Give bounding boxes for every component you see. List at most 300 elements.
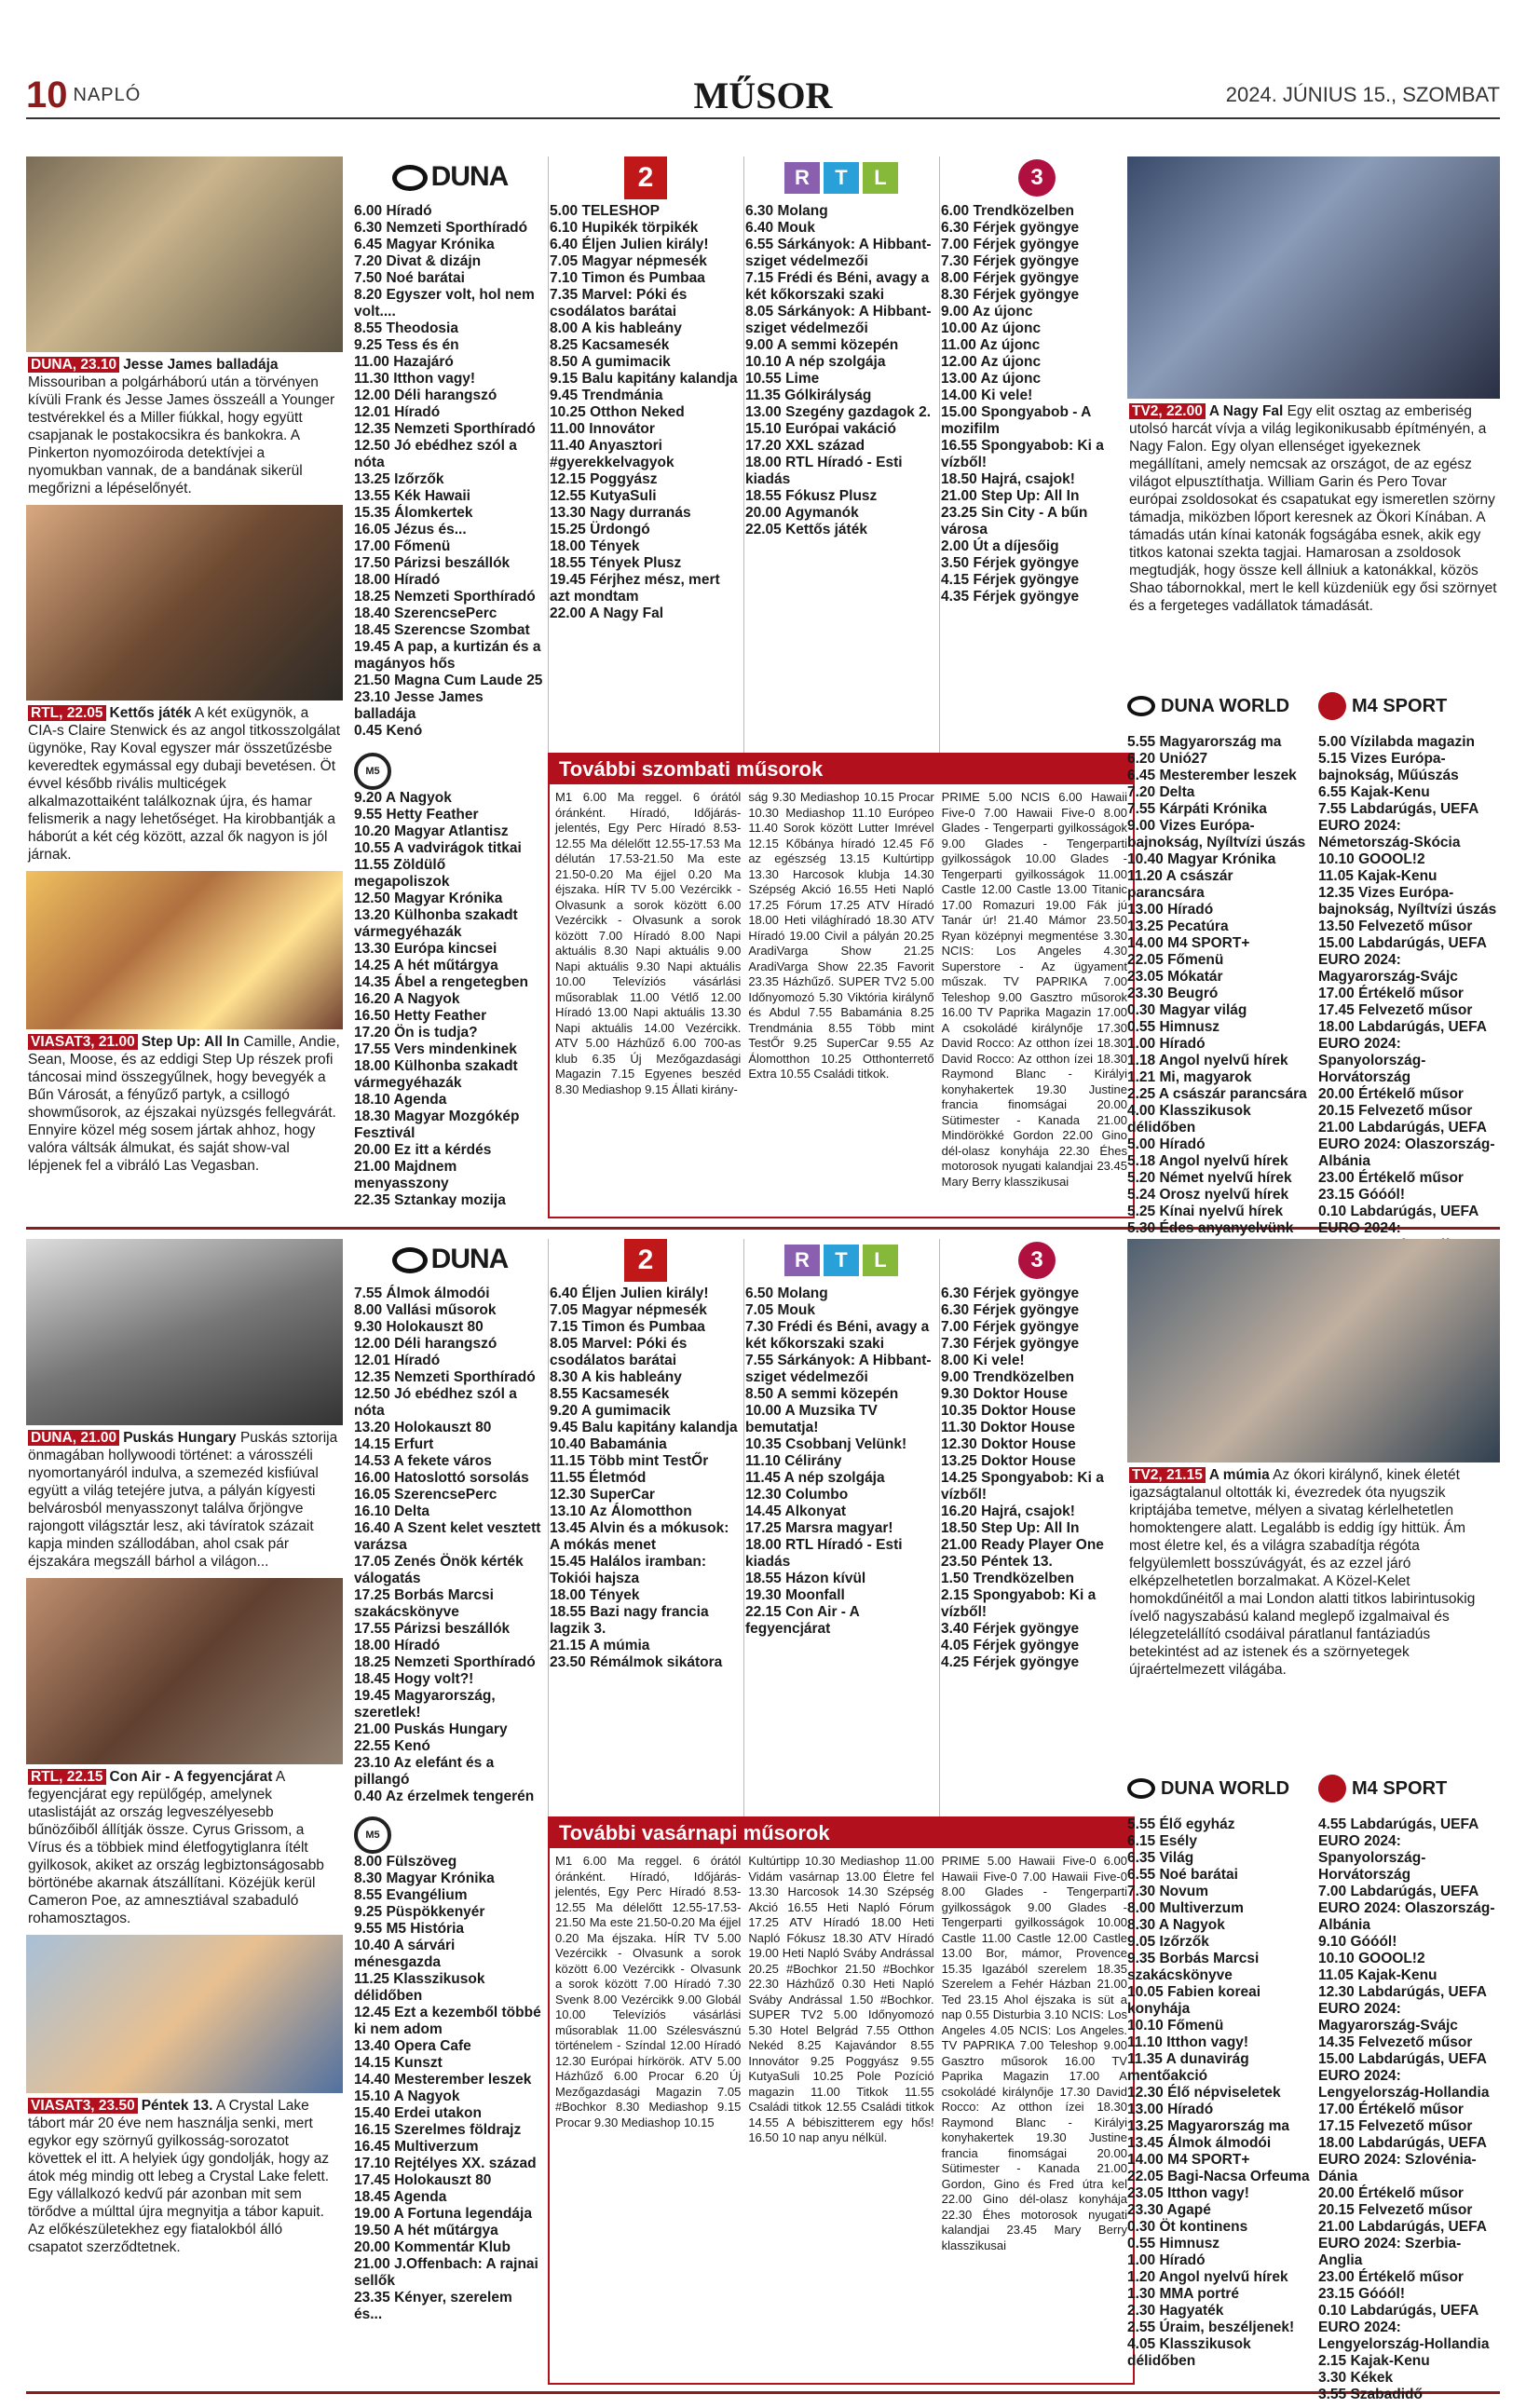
program-entry: 7.00 Férjek gyöngye	[941, 1319, 1080, 1335]
program-entry: 10.10 GOOOL!2	[1318, 1951, 1425, 1966]
feature-description: A fegyencjárat egy repülőgép, amelynek utaslistáját az ország legveszélyesebb bűnözőiből állítják össze. Cyrus Grissom, a Vírus és a többiek mind életfogytiglanra ítélt gyilkosok, akiket az ország legbiztonságosabb börtönébe akarnak átszállítani. Közéjük kerül Cameron Poe, az amnesztiával szabaduló rohamosztagos.	[28, 1769, 324, 1926]
program-entry: 10.00 A Muzsika TV bemutatja!	[745, 1403, 878, 1435]
program-entry: 18.45 Hogy volt?!	[354, 1671, 474, 1687]
program-entry: 8.55 Evangélium	[354, 1887, 468, 1903]
program-entry: 18.00 RTL Híradó - Esti kiadás	[745, 1537, 903, 1570]
feature-description: Puskás sztorija önmagában hollywoodi történet: a városszéli nyomortanyáról indulva, a szemezéd kisfiúval együtt a világ tetejére jutva, a pályán kígyesti belvárosból menyasszonyt találva őrjöngve rajongott világsztár lesz, aki távíratok százait kapja minden szállodában, ahol csak pár éjszakára megszáll bárhol a világon...	[28, 1430, 338, 1570]
program-entry: 11.20 A császár parancsára	[1127, 868, 1233, 901]
program-entry: 8.30 Magyar Krónika	[354, 1871, 495, 1886]
program-entry: 11.00 Hazajáró	[354, 354, 454, 370]
program-entry: 4.15 Férjek gyöngye	[941, 572, 1080, 588]
program-entry: 12.45 Ezt a kezemből többé ki nem adom	[354, 2005, 541, 2037]
program-entry: 17.00 Értékelő műsor	[1318, 2102, 1464, 2117]
program-entry: 7.00 Labdarúgás, UEFA EURO 2024: Olaszország-Albánia	[1318, 1884, 1495, 1933]
rtl3-schedule	[941, 156, 1133, 605]
program-entry: 13.00 Híradó	[1127, 2102, 1214, 2117]
feature-photo	[26, 505, 343, 701]
program-entry: 11.00 Az újonc	[941, 337, 1041, 353]
feature-title: Kettős játék	[109, 705, 192, 721]
program-entry: 16.20 Hajrá, csajok!	[941, 1503, 1075, 1519]
program-entry: 13.00 Híradó	[1127, 902, 1214, 918]
program-entry: 7.00 Férjek gyöngye	[941, 237, 1080, 252]
program-entry: 4.05 Klasszikusok délidőben	[1127, 2336, 1251, 2369]
program-entry: 8.55 Kacsamesék	[550, 1386, 670, 1402]
program-entry: 13.45 Alvin és a mókusok: A mókás menet	[550, 1520, 729, 1553]
program-entry: 15.25 Ürdongó	[550, 522, 650, 537]
program-entry: 22.15 Con Air - A fegyencjárat	[745, 1604, 860, 1637]
program-entry: 16.15 Szerelmes földrajz	[354, 2122, 522, 2138]
program-entry: 12.50 Jó ebédhez szól a nóta	[354, 1386, 517, 1419]
program-entry: 9.15 Balu kapitány kalandja	[550, 371, 738, 387]
program-entry: 6.00 Híradó	[354, 203, 432, 219]
program-entry: 20.00 Értékelő műsor	[1318, 2185, 1464, 2201]
program-entry: 21.15 A múmia	[550, 1638, 650, 1653]
dunaworld-schedule	[1127, 1761, 1314, 2370]
feature-item	[26, 1935, 343, 2264]
program-entry: 11.55 Zöldülő megapoliszok	[354, 857, 450, 890]
program-entry: 6.45 Mesterember leszek	[1127, 768, 1297, 783]
program-entry: 10.25 Otthon Neked	[550, 404, 685, 420]
program-entry: 1.50 Trendközelben	[941, 1571, 1074, 1586]
program-entry: 0.55 Himnusz	[1127, 1019, 1220, 1035]
feature-text	[1127, 1462, 1500, 1686]
tv2-logo	[550, 1239, 742, 1282]
feature-title: Step Up: All In	[141, 1034, 240, 1050]
program-entry: 5.18 Angol nyelvű hírek	[1127, 1153, 1288, 1169]
program-entry: 8.50 A semmi közepén	[745, 1386, 899, 1402]
program-entry: 12.30 Élő népviseletek	[1127, 2085, 1281, 2101]
program-entry: 10.35 Csobbanj Velünk!	[745, 1436, 907, 1452]
feature-title: Jesse James balladája	[123, 357, 279, 373]
program-entry: 13.40 Opera Cafe	[354, 2038, 471, 2054]
program-entry: 17.50 Párizsi beszállók	[354, 555, 511, 571]
program-entry: 18.45 Szerencse Szombat	[354, 622, 530, 638]
feature-text	[26, 701, 343, 871]
page-number: 10	[26, 74, 68, 116]
program-entry: 18.55 Bazi nagy francia lagzik 3.	[550, 1604, 709, 1637]
duna-logo	[354, 1239, 546, 1282]
program-entry: 12.55 KutyaSuli	[550, 488, 657, 504]
program-entry: 8.00 Vallási műsorok	[354, 1302, 497, 1318]
program-entry: 14.53 A fekete város	[354, 1453, 492, 1469]
feature-title: Péntek 13.	[141, 2098, 213, 2114]
program-entry: 3.30 Kékek	[1318, 2370, 1394, 2386]
program-entry: 16.55 Spongyabob: Ki a vízből!	[941, 438, 1104, 470]
program-entry: 11.30 Itthon vagy!	[354, 371, 476, 387]
program-entry: 22.05 Bagi-Nacsa Orfeuma	[1127, 2169, 1310, 2184]
program-entry: 21.00 Step Up: All In	[941, 488, 1080, 504]
program-entry: 16.50 Hetty Feather	[354, 1008, 487, 1024]
program-entry: 9.00 Trendközelben	[941, 1369, 1074, 1385]
program-entry: 16.40 A Szent kelet vesztett varázsa	[354, 1520, 541, 1553]
program-entry: 17.05 Zenés Önök kérték válogatás	[354, 1554, 524, 1586]
program-entry: 3.40 Férjek gyöngye	[941, 1621, 1080, 1637]
program-entry: 19.00 A Fortuna legendája	[354, 2206, 532, 2222]
feature-title: Con Air - A fegyencjárat	[109, 1769, 273, 1785]
rtl-logo-mark: R T L	[784, 1245, 898, 1276]
saturday-section	[26, 156, 1500, 1236]
program-entry: 23.50 Péntek 13.	[941, 1554, 1053, 1570]
program-entry: 1.30 MMA portré	[1127, 2286, 1240, 2302]
program-entry: 9.45 Trendmánia	[550, 388, 663, 403]
program-entry: 14.35 Ábel a rengetegben	[354, 974, 528, 990]
program-entry: 11.15 Több mint TestŐr	[550, 1453, 709, 1469]
program-entry: 23.30 Beugró	[1127, 986, 1219, 1001]
program-entry: 9.30 Holokauszt 80	[354, 1319, 484, 1335]
program-entry: 11.35 A dunavirág mentőakció	[1127, 2051, 1249, 2084]
program-entry: 23.25 Sin City - A bűn városa	[941, 505, 1088, 537]
program-entry: 10.00 Az újonc	[941, 320, 1042, 336]
program-entry: 13.25 Pecatúra	[1127, 918, 1229, 934]
feature-photo	[26, 871, 343, 1029]
rtl3-logo-mark: 3	[1018, 1242, 1056, 1279]
program-entry: 14.45 Alkonyat	[745, 1503, 846, 1519]
program-entry: 7.55 Kárpáti Krónika	[1127, 801, 1267, 817]
program-entry: 17.55 Párizsi beszállók	[354, 1621, 511, 1637]
program-entry: 2.00 Út a díjesőig	[941, 538, 1059, 554]
program-entry: 7.20 Divat & dizájn	[354, 253, 482, 269]
program-entry: 12.15 Poggyász	[550, 471, 658, 487]
program-entry: 17.10 Rejtélyes XX. század	[354, 2156, 537, 2171]
program-entry: 0.10 Labdarúgás, UEFA EURO 2024: Lengyelország-Hollandia	[1318, 2303, 1490, 2352]
program-entry: 13.20 Külhonba szakadt vármegyéhazák	[354, 907, 518, 940]
feature-photo	[26, 1239, 343, 1425]
program-entry: 23.30 Agapé	[1127, 2202, 1211, 2218]
program-entry: 13.30 Nagy durranás	[550, 505, 691, 521]
program-entry: 10.20 Magyar Atlantisz	[354, 823, 509, 839]
program-entry: 9.35 Borbás Marcsi szakácskönyve	[1127, 1951, 1260, 1983]
program-entry: 11.40 Anyasztori #gyerekkelvagyok	[550, 438, 674, 470]
feature-photo	[26, 1935, 343, 2093]
program-entry: 15.10 Európai vakáció	[745, 421, 896, 437]
program-entry: 9.05 Izőrzők	[1127, 1934, 1209, 1950]
program-entry: 5.25 Kínai nyelvű hírek	[1127, 1204, 1284, 1219]
duna-logo-mark: DUNA	[392, 1247, 509, 1273]
program-entry: 8.30 Férjek gyöngye	[941, 287, 1080, 303]
program-entry: 5.15 Vizes Európa-bajnokság, Műúszás	[1318, 751, 1459, 783]
program-entry: 5.55 Magyarország ma	[1127, 734, 1282, 750]
program-entry: 12.35 Nemzeti Sporthíradó	[354, 421, 536, 437]
program-entry: 20.00 Agymanók	[745, 505, 859, 521]
issue-date: 2024. JÚNIUS 15., SZOMBAT	[1225, 83, 1500, 106]
program-entry: 13.25 Doktor House	[941, 1453, 1076, 1469]
program-entry: 12.00 Déli harangszó	[354, 388, 497, 403]
m5-logo	[354, 753, 544, 790]
feature-text	[26, 2093, 343, 2264]
program-entry: 9.20 A gumimacik	[550, 1403, 671, 1419]
program-entry: 6.30 Nemzeti Sporthíradó	[354, 220, 528, 236]
feature-photo	[26, 1578, 343, 1764]
program-entry: 9.00 Vizes Európa-bajnokság, Nyíltvízi úszás	[1127, 818, 1306, 850]
program-entry: 13.00 Szegény gazdagok 2.	[745, 404, 932, 420]
program-entry: 21.00 Majdnem menyasszony	[354, 1159, 457, 1191]
rtl-schedule	[745, 1239, 937, 1638]
feature-photo	[1127, 1239, 1500, 1462]
program-entry: 10.40 A sárvári ménesgazda	[354, 1938, 456, 1970]
program-entry: 21.50 Magna Cum Laude 25	[354, 673, 543, 688]
program-entry: 0.40 Az érzelmek tengerén	[354, 1789, 535, 1804]
program-entry: 8.55 Theodosia	[354, 320, 458, 336]
program-entry: 18.50 Step Up: All In	[941, 1520, 1080, 1536]
program-entry: 21.00 J.Offenbach: A rajnai sellők	[354, 2256, 538, 2289]
duna-logo-mark: DUNA	[392, 165, 509, 191]
program-entry: 22.55 Kenó	[354, 1738, 430, 1754]
program-entry: 11.05 Kajak-Kenu	[1318, 1967, 1437, 1983]
program-entry: 14.35 Felvezető műsor	[1318, 2034, 1473, 2050]
right-column	[1127, 1239, 1500, 2402]
feature-item	[26, 871, 343, 1182]
program-entry: 14.15 Kunszt	[354, 2055, 443, 2071]
program-entry: 16.00 Hatoslottó sorsolás	[354, 1470, 529, 1486]
program-entry: 7.05 Mouk	[745, 1302, 815, 1318]
program-entry: 7.20 Delta	[1127, 784, 1195, 800]
channel-time-tag: VIASAT3, 21.00	[28, 1034, 138, 1050]
program-entry: 6.40 Éljen Julien király!	[550, 1286, 709, 1301]
program-entry: 9.25 Püspökkenyér	[354, 1904, 485, 1920]
feature-description: Egy elit osztag az emberiség utolsó harcát vívja a világ legikonikusabb építményén, a Nagy Falon. Egy olyan ellenséget igyekeznek megállítani, amely nemcsak az országot, de az egész világot elpusztíthatja. William Garin és Pero Tovar európai zsoldosokat és csapatukat egy ismeretlen szörny támadja, miközben lőport keresnek az Ökori Kínában. A támadás után kínai katonák fogságába esnek, akik egy titkos katonai szekta tagjai. Hamarosan a zsoldosok megtudják, hogy össze kell állniuk a katonákkal, közös Shao tábornokkal, mert le kell küzdeniük egy ősi szörnyet és a fergeteges vadállatok támadását.	[1129, 403, 1497, 614]
program-entry: 15.00 Labdarúgás, UEFA EURO 2024: Lengyelország-Hollandia	[1318, 2051, 1490, 2101]
program-entry: 11.25 Klasszikusok délidőben	[354, 1971, 485, 2004]
program-entry: 14.00 M4 SPORT+	[1127, 2152, 1250, 2168]
dunaworld-logo: DUNA WORLD	[1127, 1761, 1314, 1816]
feature-description: Az ókori királynő, kinek életét igazságtalanul oltották ki, évezredek óta nyugszik kriptájába temetve, mélyen a sivatag kérlelhetetlen homoktengere alatt. Legalább is eddig így hittük. Ám most életre kel, és a világra szabadítja régóta felgyülemlett bosszúvágyát, és az ezzel járó elképzelhetetlen borzalmakat. A Közel-Kelet homokdűnéitől a mai London alatti titkos labirintusokig ívelő nagyszabású kaland meglepő izgalmaival és lélegzetelállító csodáival páratlanul fantáziadús betekintést ad az istenek és a szörnyetegek újraértelmezett világába.	[1129, 1467, 1476, 1678]
program-entry: 21.00 Labdarúgás, UEFA EURO 2024: Olaszország-Albánia	[1318, 1120, 1495, 1169]
program-entry: 1.00 Híradó	[1127, 1036, 1206, 1052]
program-entry: 0.55 Himnusz	[1127, 2236, 1220, 2252]
program-entry: 4.00 Klasszikusok délidőben	[1127, 1103, 1251, 1136]
program-entry: 5.00 Vízilabda magazin	[1318, 734, 1475, 750]
program-entry: 9.00 A semmi közepén	[745, 337, 899, 353]
program-entry: 9.55 M5 História	[354, 1921, 465, 1937]
program-entry: 3.50 Férjek gyöngye	[941, 555, 1080, 571]
program-entry: 22.35 Sztankay mozija	[354, 1192, 506, 1208]
program-entry: 23.15 Góóól!	[1318, 1187, 1406, 1203]
program-entry: 11.10 Itthon vagy!	[1127, 2034, 1249, 2050]
m5-schedule	[354, 1816, 544, 2323]
program-entry: 1.00 Híradó	[1127, 2252, 1206, 2268]
program-entry: 9.10 Góóól!	[1318, 1934, 1397, 1950]
program-entry: 12.30 Labdarúgás, UEFA EURO 2024: Magyarország-Svájc	[1318, 1984, 1487, 2034]
program-entry: 13.20 Holokauszt 80	[354, 1420, 492, 1435]
m4-schedule	[1318, 1761, 1500, 2403]
more-programs-box	[548, 753, 1135, 1218]
program-entry: 9.45 Balu kapitány kalandja	[550, 1420, 738, 1435]
tv2-logo-mark: 2	[624, 156, 667, 199]
program-entry: 12.50 Magyar Krónika	[354, 891, 503, 906]
program-entry: 16.45 Multiverzum	[354, 2139, 479, 2155]
program-entry: 2.15 Spongyabob: Ki a vízből!	[941, 1587, 1097, 1620]
program-entry: 1.20 Angol nyelvű hírek	[1127, 2269, 1288, 2285]
channel-time-tag: DUNA, 23.10	[28, 357, 119, 373]
feature-text	[1127, 399, 1500, 622]
program-entry: 13.00 Az újonc	[941, 371, 1042, 387]
program-entry: 7.55 Sárkányok: A Hibbant-sziget védelmezői	[745, 1353, 932, 1385]
program-entry: 11.05 Kajak-Kenu	[1318, 868, 1437, 884]
program-entry: 18.10 Agenda	[354, 1092, 447, 1108]
program-entry: 17.55 Vers mindenkinek	[354, 1041, 517, 1057]
tv2-logo-mark: 2	[624, 1239, 667, 1282]
program-entry: 6.30 Férjek gyöngye	[941, 1302, 1080, 1318]
section-title: MŰSOR	[693, 74, 833, 116]
program-entry: 11.10 Célirány	[745, 1453, 842, 1469]
feature-item	[1127, 156, 1500, 622]
program-entry: 23.05 Itthon vagy!	[1127, 2185, 1249, 2201]
program-entry: 22.05 Főmenü	[1127, 952, 1224, 968]
program-entry: 7.15 Timon és Pumbaa	[550, 1319, 705, 1335]
feature-description: Camille, Andie, Sean, Moose, és az eddigi Step Up részek profi táncosai mind összegyűlnek, hogy bevegyék a Bűn Városát, a fényűző partyk, a csillogó showműsorok, az éjszakai nyüzsgés fellegvárát. Ennyire közel még sosem jártak ahhoz, hogy valóra váltsák álmukat, és saját show-val lépjenek fel a vibráló Las Vegasban.	[28, 1034, 340, 1174]
program-entry: 17.20 XXL század	[745, 438, 865, 454]
program-entry: 10.40 Magyar Krónika	[1127, 851, 1276, 867]
program-entry: 13.10 Az Álomotthon	[550, 1503, 692, 1519]
paper-name: NAPLÓ	[73, 84, 142, 105]
program-entry: 18.00 Labdarúgás, UEFA EURO 2024: Szlovénia-Dánia	[1318, 2135, 1487, 2184]
program-entry: 5.30 Édes anyanyelvünk	[1127, 1220, 1294, 1236]
program-entry: 8.30 A kis hableány	[550, 1369, 682, 1385]
program-entry: 12.01 Híradó	[354, 404, 441, 420]
program-entry: 11.35 Gólkirályság	[745, 388, 872, 403]
rtl-schedule	[745, 156, 937, 538]
program-entry: 9.55 Hetty Feather	[354, 807, 479, 823]
program-entry: 16.05 Jézus és...	[354, 522, 467, 537]
program-entry: 17.20 Ön is tudja?	[354, 1025, 478, 1041]
program-entry: 21.00 Ready Player One	[941, 1537, 1104, 1553]
program-entry: 14.15 Erfurt	[354, 1436, 434, 1452]
program-entry: 18.00 Tények	[550, 538, 640, 554]
program-entry: 12.50 Jó ebédhez szól a nóta	[354, 438, 517, 470]
program-entry: 17.45 Felvezető műsor	[1318, 1002, 1473, 1018]
channel-time-tag: TV2, 21.15	[1129, 1467, 1206, 1483]
program-entry: 16.05 SzerencsePerc	[354, 1487, 497, 1503]
program-entry: 18.45 Agenda	[354, 2189, 447, 2205]
sunday-section	[26, 1239, 1500, 2402]
channel-time-tag: VIASAT3, 23.50	[28, 2098, 138, 2114]
program-entry: 8.20 Egyszer volt, hol nem volt....	[354, 287, 535, 320]
program-entry: 6.55 Kajak-Kenu	[1318, 784, 1430, 800]
program-entry: 19.30 Moonfall	[745, 1587, 845, 1603]
tv2-schedule	[550, 156, 742, 622]
channel-time-tag: DUNA, 21.00	[28, 1430, 119, 1446]
program-entry: 8.00 A kis hableány	[550, 320, 682, 336]
program-entry: 15.00 Spongyabob - A mozifilm	[941, 404, 1091, 437]
program-entry: 4.25 Férjek gyöngye	[941, 1654, 1080, 1670]
program-entry: 5.00 Híradó	[1127, 1136, 1206, 1152]
program-entry: 13.30 Európa kincsei	[354, 941, 497, 957]
program-entry: 3.55 Szabadidő	[1318, 2387, 1423, 2402]
program-entry: 4.35 Férjek gyöngye	[941, 589, 1080, 605]
program-entry: 12.00 Déli harangszó	[354, 1336, 497, 1352]
page-header	[26, 73, 1500, 119]
program-entry: 8.30 A Nagyok	[1127, 1917, 1225, 1933]
channel-time-tag: TV2, 22.00	[1129, 403, 1206, 419]
program-entry: 18.55 Házon kívül	[745, 1571, 866, 1586]
channel-time-tag: RTL, 22.15	[28, 1769, 106, 1785]
program-entry: 6.50 Molang	[745, 1286, 828, 1301]
program-entry: 18.55 Fókusz Plusz	[745, 488, 878, 504]
program-entry: 10.10 Főmenü	[1127, 2018, 1224, 2034]
program-entry: 2.55 Úraim, beszéljenek!	[1127, 2320, 1295, 2335]
program-entry: 12.30 Doktor House	[941, 1436, 1076, 1452]
more-programs-column: M1 6.00 Ma reggel. 6 órától óránként. Híradó, Időjárás-jelentés, Egy Perc Híradó 8.53-12.55 Ma délelőtt 12.55-17.53 Ma délután 17.53-21.50 Ma este 21.50-0.20 Ma éjjel 0.20 Ma éjszaka. HÍR TV 5.00 Vezércikk - Olvasunk a sorok között 6.00 Vezércikk - Olvasunk a sorok között 7.00 Híradó 8.00 Napi aktuális 8.30 Napi aktuális 9.00 Napi aktuális 9.30 Napi aktuális 10.00 Televíziós vásárlási műsorablak 11.00 Vétlő 12.00 Híradó 13.00 Napi aktuális 13.30 Napi aktuális 14.00 Vezércikk. ATV 5.00 Házhűző 6.00 700-as klub 6.35 Új Mezőgazdasági Magazin 7.15 Egyenes beszéd 8.30 Mediashop 9.15 Állati kirány-	[555, 790, 742, 1096]
feature-description: A két exügynök, a CIA-s Claire Stenwick és az angol titkosszolgálat ügynöke, Ray Koval egyszer már összetűzésbe keveredtek egymással egy dubaji bevetésen. Öt évvel később rivális multicégek alkalmazottaiként találkoznak újra, és hamar felismerik a nagy lehetőséget. Ha kirobbantják a háborút a két cég között, azzal ők nagyon is jól járnak.	[28, 705, 341, 863]
program-entry: 17.00 Főmenü	[354, 538, 451, 554]
program-entry: 18.00 Híradó	[354, 572, 441, 588]
program-entry: 20.15 Felvezető műsor	[1318, 1103, 1473, 1119]
program-entry: 6.35 Világ	[1127, 1850, 1194, 1866]
program-entry: 7.35 Marvel: Póki és csodálatos barátai	[550, 287, 688, 320]
feature-text	[26, 1764, 343, 1935]
feature-item	[26, 156, 343, 505]
rtl-logo-mark: R T L	[784, 162, 898, 194]
program-entry: 23.50 Rémálmok sikátora	[550, 1654, 723, 1670]
program-entry: 2.30 Hagyaték	[1127, 2303, 1224, 2319]
program-entry: 7.55 Álmok álmodói	[354, 1286, 490, 1301]
program-entry: 15.45 Halálos iramban: Tokiói hajsza	[550, 1554, 706, 1586]
program-entry: 6.30 Férjek gyöngye	[941, 1286, 1080, 1301]
feature-title: A Nagy Fal	[1208, 403, 1284, 419]
program-entry: 13.25 Magyarország ma	[1127, 2118, 1290, 2134]
channel-time-tag: RTL, 22.05	[28, 705, 106, 721]
program-entry: 8.50 A gumimacik	[550, 354, 671, 370]
program-entry: 8.25 Kacsamesék	[550, 337, 670, 353]
m4-schedule	[1318, 678, 1500, 1287]
program-entry: 4.05 Férjek gyöngye	[941, 1638, 1080, 1653]
program-entry: 6.15 Esély	[1127, 1833, 1197, 1849]
program-entry: 23.00 Értékelő műsor	[1318, 1170, 1464, 1186]
program-entry: 15.10 A Nagyok	[354, 2088, 460, 2104]
program-entry: 11.45 A nép szolgája	[745, 1470, 885, 1486]
program-entry: 6.40 Éljen Julien király!	[550, 237, 709, 252]
program-entry: 12.00 Az újonc	[941, 354, 1042, 370]
feature-item	[26, 505, 343, 871]
more-programs-column: ság 9.30 Mediashop 10.15 Procar 10.30 Mediashop 11.10 Európeo 11.40 Sorok között Lutter Imrével 12.15 Kőbánya híradó 12.45 Fő az egészség 13.15 Kultúrtipp 13.30 Harcosok klubja 14.30 Szépség Akció 16.55 Heti Napló 17.25 Fórum 17.25 ATV Híradó 18.00 Heti világhíradó 18.30 ATV Híradó 19.00 Civil a pályán 20.25 AradiVarga Show 21.25 AradiVarga Show 22.35 Favorit 23.35 Házhűző. SUPER TV2 5.00 Időnyomozó 5.30 Viktória királynő és Abdul 7.55 Babamánia 8.25 Trendmánia 8.55 Több mint TestŐr 9.25 SuperCar 9.55 Az Álomotthon 10.25 Otthonterrető Extra 10.55 Családi titkok.	[748, 790, 934, 1081]
program-entry: 20.15 Felvezető műsor	[1318, 2202, 1473, 2218]
program-entry: 6.10 Hupikék törpikék	[550, 220, 699, 236]
program-entry: 18.25 Nemzeti Sporthíradó	[354, 1654, 536, 1670]
feature-photo	[26, 156, 343, 352]
program-entry: 1.18 Angol nyelvű hírek	[1127, 1053, 1288, 1068]
program-entry: 18.50 Hajrá, csajok!	[941, 471, 1075, 487]
right-column	[1127, 156, 1500, 1236]
program-entry: 2.15 Kajak-Kenu	[1318, 2353, 1430, 2369]
tv2-logo	[550, 156, 742, 199]
program-entry: 11.00 Innovátor	[550, 421, 655, 437]
program-entry: 14.25 Spongyabob: Ki a vízből!	[941, 1470, 1104, 1503]
program-entry: 23.10 Jesse James balladája	[354, 689, 484, 722]
program-entry: 19.45 Magyarország, szeretlek!	[354, 1688, 496, 1721]
program-entry: 7.30 Férjek gyöngye	[941, 253, 1080, 269]
program-entry: 5.55 Élő egyház	[1127, 1816, 1235, 1832]
more-programs-column: PRIME 5.00 NCIS 6.00 Hawaii Five-0 7.00 Hawaii Five-0 8.00 Glades - Tengerparti gyilkosságok 9.00 Glades - Tengerparti gyilkosságok 10.00 Glades - Tengerparti gyilkosságok 11.00 Castle 12.00 Castle 13.00 Titanic 17.00 Romazuri 19.00 Fák jú Tanár úr! 21.40 Mámor 23.50 Ryan középnyi megmentése 3.30 NCIS: Los Angeles 4.30 Superstore - Az ügyament műszak. TV PAPRIKA 7.00 Teleshop 9.00 Gasztro műsorok 16.00 TV Paprika Magazin 17.00 A csokoládé királynője 17.30 David Rocco: Az otthon ízei 18.30 David Rocco: Az otthon ízei 18.30 Raymond Blanc - Királyi konyhakertek 19.30 Justine francia finomságai 20.00 Sütimester - Kanada 21.00 Mindörökké Gordon 22.00 Gino dél-olasz konyhája 22.30 Éhes motorosok nyugati kalandjai 23.45 Mary Berry klasszikusai	[941, 790, 1127, 1189]
tv2-schedule	[550, 1239, 742, 1671]
program-entry: 7.05 Magyar népmesék	[550, 1302, 707, 1318]
program-entry: 23.15 Góóól!	[1318, 2286, 1406, 2302]
rtl3-logo-mark: 3	[1018, 159, 1056, 197]
program-entry: 6.00 Trendközelben	[941, 203, 1074, 219]
program-entry: 18.00 Labdarúgás, UEFA EURO 2024: Spanyolország-Horvátország	[1318, 1019, 1487, 1085]
program-entry: 17.00 Értékelő műsor	[1318, 986, 1464, 1001]
program-entry: 5.20 Német nyelvű hírek	[1127, 1170, 1292, 1186]
program-entry: 9.20 A Nagyok	[354, 790, 452, 806]
duna-schedule	[354, 156, 546, 740]
program-entry: 18.00 Híradó	[354, 1638, 441, 1653]
program-entry: 13.45 Álmok álmodói	[1127, 2135, 1272, 2151]
program-entry: 23.05 Mókatár	[1127, 969, 1223, 985]
program-entry: 12.35 Nemzeti Sporthíradó	[354, 1369, 536, 1385]
program-entry: 22.00 A Nagy Fal	[550, 605, 664, 621]
program-entry: 7.05 Magyar népmesék	[550, 253, 707, 269]
rtl3-logo	[941, 1239, 1133, 1282]
program-entry: 17.45 Holokauszt 80	[354, 2172, 492, 2188]
